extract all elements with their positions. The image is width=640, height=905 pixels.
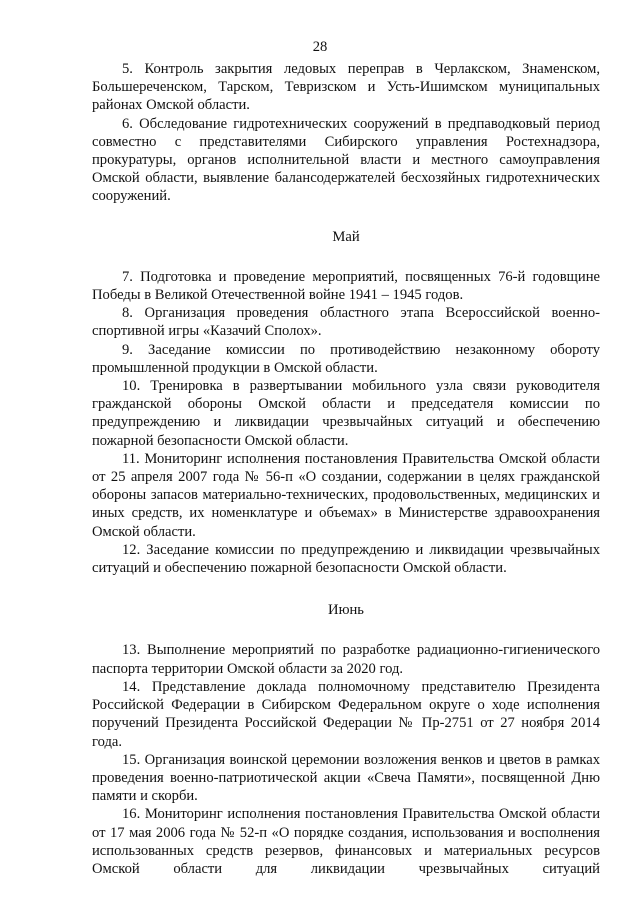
list-item: 9. Заседание комиссии по противодействию незаконному обороту промышленной продукции в Омской области. [92, 341, 600, 376]
list-item: 14. Представление доклада полномочному представителю Президента Российской Федерации в Сибирском Федеральном округе о ходе исполнения поручений Президента Российской Федерации № Пр-2751 от 27 ноября 2014 года. [92, 678, 600, 750]
list-item: 8. Организация проведения областного этапа Всероссийской военно-спортивной игры «Казачий Сполох». [92, 305, 600, 340]
list-item: 15. Организация воинской церемонии возложения венков и цветов в рамках проведения военно-патриотической акции «Свеча Памяти», посвященной Дню памяти и скорби. [92, 751, 600, 805]
list-item: 5. Контроль закрытия ледовых переправ в Черлакском, Знаменском, Большереченском, Тарском, Тевризском и Усть-Ишимском муниципальных районах Омской области. [92, 61, 600, 114]
list-item: 12. Заседание комиссии по предупреждению и ликвидации чрезвычайных ситуаций и обеспечению пожарной безопасности Омской области. [92, 541, 600, 577]
list-item: 11. Мониторинг исполнения постановления Правительства Омской области от 25 апреля 2007 года № 56-п «О создании, содержании в целях гражданской обороны запасов материально-технических, продовольственных, медицинских и иных средств, их номенклатуре и объемах» в Министерстве здравоохранения Омской области. [92, 450, 600, 540]
document-body [92, 60, 600, 878]
section-heading-may: Май [332, 228, 360, 245]
list-item: 16. Мониторинг исполнения постановления Правительства Омской области от 17 мая 2006 года № 52-п «О порядке создания, использования и восполнения использованных средств резервов, финансовых и материальных ресурсов Омской области для ликвидации чрезвычайных ситуаций [92, 806, 600, 877]
list-item: 13. Выполнение мероприятий по разработке радиационно-гигиенического паспорта территории Омской области за 2020 год. [92, 642, 600, 677]
list-item: 6. Обследование гидротехнических сооружений в предпаводковый период совместно с представителями Сибирского управления Ростехнадзора, прокуратуры, органов исполнительной власти и местного самоуправления Омской области, выявление балансодержателей бесхозяйных гидротехнических сооружений. [92, 115, 600, 205]
list-item: 7. Подготовка и проведение мероприятий, посвященных 76-й годовщине Победы в Великой Отечественной войне 1941 – 1945 годов. [92, 268, 600, 304]
list-item: 10. Тренировка в развертывании мобильного узла связи руководителя гражданской обороны Омской области и председателя комиссии по предупреждению и ликвидации чрезвычайных ситуаций и обеспечению пожарной безопасности Омской области. [92, 378, 600, 449]
section-heading-june: Июнь [328, 602, 364, 619]
page-number: 28 [312, 39, 328, 55]
